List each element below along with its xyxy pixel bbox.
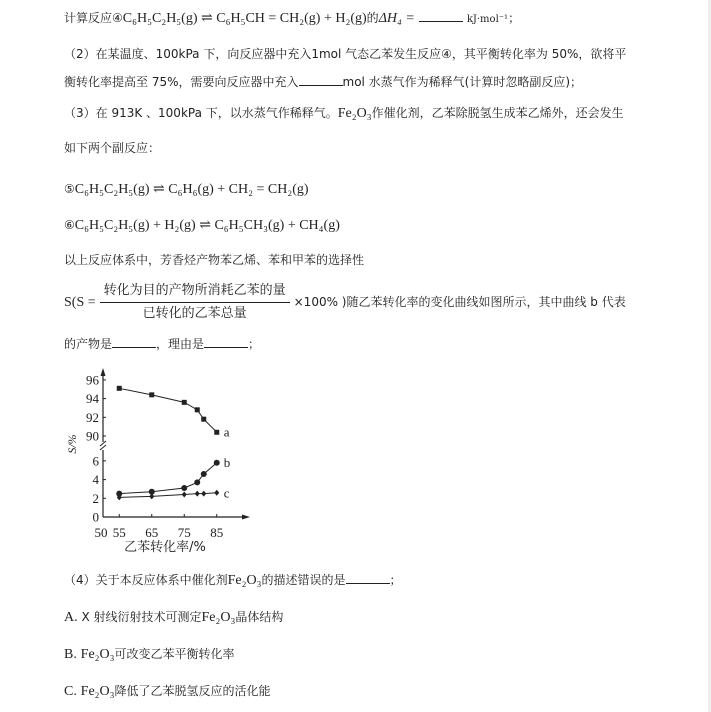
y-tick-label: 2 xyxy=(92,490,99,506)
data-point-b xyxy=(214,460,220,466)
fraction-denominator: 已转化的乙苯总量 xyxy=(142,306,247,321)
punctuation: ； xyxy=(389,573,402,587)
reaction-number: ⑥ xyxy=(64,218,75,232)
option-text-b: 可改变乙苯平衡转化率 xyxy=(114,647,235,661)
q2-text-b: mol 水蒸气作为稀释气(计算时忽略副反应)； xyxy=(342,75,583,89)
data-point-b xyxy=(201,471,207,477)
q2-text-a: 衡转化率提高至 75%，需要向反应器中充入 xyxy=(64,75,299,89)
y-tick-label: 0 xyxy=(92,509,99,525)
x-tick-label: 50 xyxy=(94,525,108,540)
y-tick-label: 94 xyxy=(86,391,99,407)
q4-text-b: 的描述错误的是 xyxy=(261,573,346,587)
data-point-a xyxy=(182,400,187,405)
q3-text-a: （3）在 913K 、100kPa 下，以水蒸气作稀释气。 xyxy=(64,106,338,120)
q4-stem xyxy=(64,571,402,590)
x-axis-arrow xyxy=(242,515,250,520)
reaction-formula: C₆H₅C₂H₅(g) + H₂(g) ⇌ C₆H₅CH₃(g) + CH₄(g) xyxy=(74,218,340,233)
fe2o3-formula: Fe₂O₃ xyxy=(201,610,236,625)
reaction-formula: C₆H₅C₂H₅(g) ⇌ C₆H₆(g) + CH₂ = CH₂(g) xyxy=(74,182,309,197)
reaction-4-formula: C₆H₅C₂H₅(g) ⇌ C₆H₅CH = CH₂(g) + H₂(g) xyxy=(122,11,367,26)
unit-label: kJ·mol⁻¹ xyxy=(466,14,509,25)
selectivity-intro: 以上反应体系中，芳香烃产物苯乙烯、苯和甲苯的选择性 xyxy=(64,253,365,267)
data-point-c xyxy=(201,491,206,497)
data-point-a xyxy=(214,430,219,435)
series-line-b xyxy=(119,463,217,494)
y-tick-label: 96 xyxy=(86,372,99,388)
data-point-c xyxy=(182,492,187,498)
y-tick-label: 92 xyxy=(86,409,99,425)
option-a[interactable] xyxy=(64,608,283,627)
question-text-c: ； xyxy=(248,337,261,351)
punctuation: ； xyxy=(508,11,521,25)
question-text-a: 的产物是 xyxy=(64,337,113,351)
data-point-a xyxy=(201,417,206,422)
x-tick-label: 55 xyxy=(112,525,126,540)
x-tick-label: 75 xyxy=(177,525,191,540)
q4-text-a: （4）关于本反应体系中催化剂 xyxy=(64,573,228,587)
data-point-b xyxy=(194,479,200,485)
option-text-a: X 射线衍射技术可测定 xyxy=(81,610,202,624)
series-label-b: b xyxy=(223,454,231,470)
answer-blank[interactable] xyxy=(346,571,390,584)
y-tick-label: 90 xyxy=(86,428,99,444)
fe2o3-formula: Fe₂O₃ xyxy=(227,573,262,588)
series-line-a xyxy=(119,388,217,432)
y-axis-arrow xyxy=(101,368,106,376)
question-mid: 的 xyxy=(366,11,379,25)
series-label-c: c xyxy=(223,485,230,501)
y-tick-label: 4 xyxy=(92,472,99,488)
y-axis-label: S/% xyxy=(65,434,79,454)
fraction-numerator: 转化为目的产物所消耗乙苯的量 xyxy=(100,282,290,303)
x-axis-label: 乙苯转化率/% xyxy=(124,540,206,555)
data-point-c xyxy=(195,491,200,497)
delta-h-label: ΔH₄ = xyxy=(378,11,415,26)
q3-text-b: 作催化剂，乙苯除脱氢生成苯乙烯外，还会发生 xyxy=(371,106,624,120)
formula-suffix: ×100% )随乙苯转化率的变化曲线如图所示，其中曲线 b 代表 xyxy=(293,295,626,309)
option-c[interactable] xyxy=(64,682,271,701)
chart-marks xyxy=(116,386,230,501)
option-b[interactable] xyxy=(64,645,235,664)
data-point-a xyxy=(195,407,200,412)
x-tick-label: 65 xyxy=(145,525,159,540)
q3-line2: 如下两个副反应： xyxy=(64,141,161,155)
option-label: B. xyxy=(64,647,77,662)
data-point-a xyxy=(149,392,154,397)
x-tick-label: 85 xyxy=(210,525,224,540)
data-point-c xyxy=(214,490,219,496)
series-label-a: a xyxy=(223,424,230,440)
question-prefix: 计算反应④ xyxy=(64,11,123,25)
option-text-b: 晶体结构 xyxy=(235,610,284,624)
option-label: C. xyxy=(64,684,77,699)
formula-prefix: S(S = xyxy=(64,295,96,310)
fe2o3-formula: Fe₂O₃ xyxy=(80,647,115,662)
option-label: A. xyxy=(64,610,78,625)
reaction-number: ⑤ xyxy=(64,182,75,196)
data-point-b xyxy=(181,485,187,491)
fe2o3-formula: Fe₂O₃ xyxy=(80,684,115,699)
q2-line1: （2）在某温度、100kPa 下，向反应器中充入1mol 气态乙苯发生反应④，其平衡转化率为 50%，欲将平 xyxy=(64,47,627,61)
option-text-b: 降低了乙苯脱氢反应的活化能 xyxy=(114,684,271,698)
question-text-b: ，理由是 xyxy=(156,337,205,351)
fe2o3-formula: Fe₂O₃ xyxy=(337,106,372,121)
data-point-c xyxy=(149,493,154,499)
data-point-a xyxy=(117,386,122,391)
y-tick-label: 6 xyxy=(92,453,99,469)
